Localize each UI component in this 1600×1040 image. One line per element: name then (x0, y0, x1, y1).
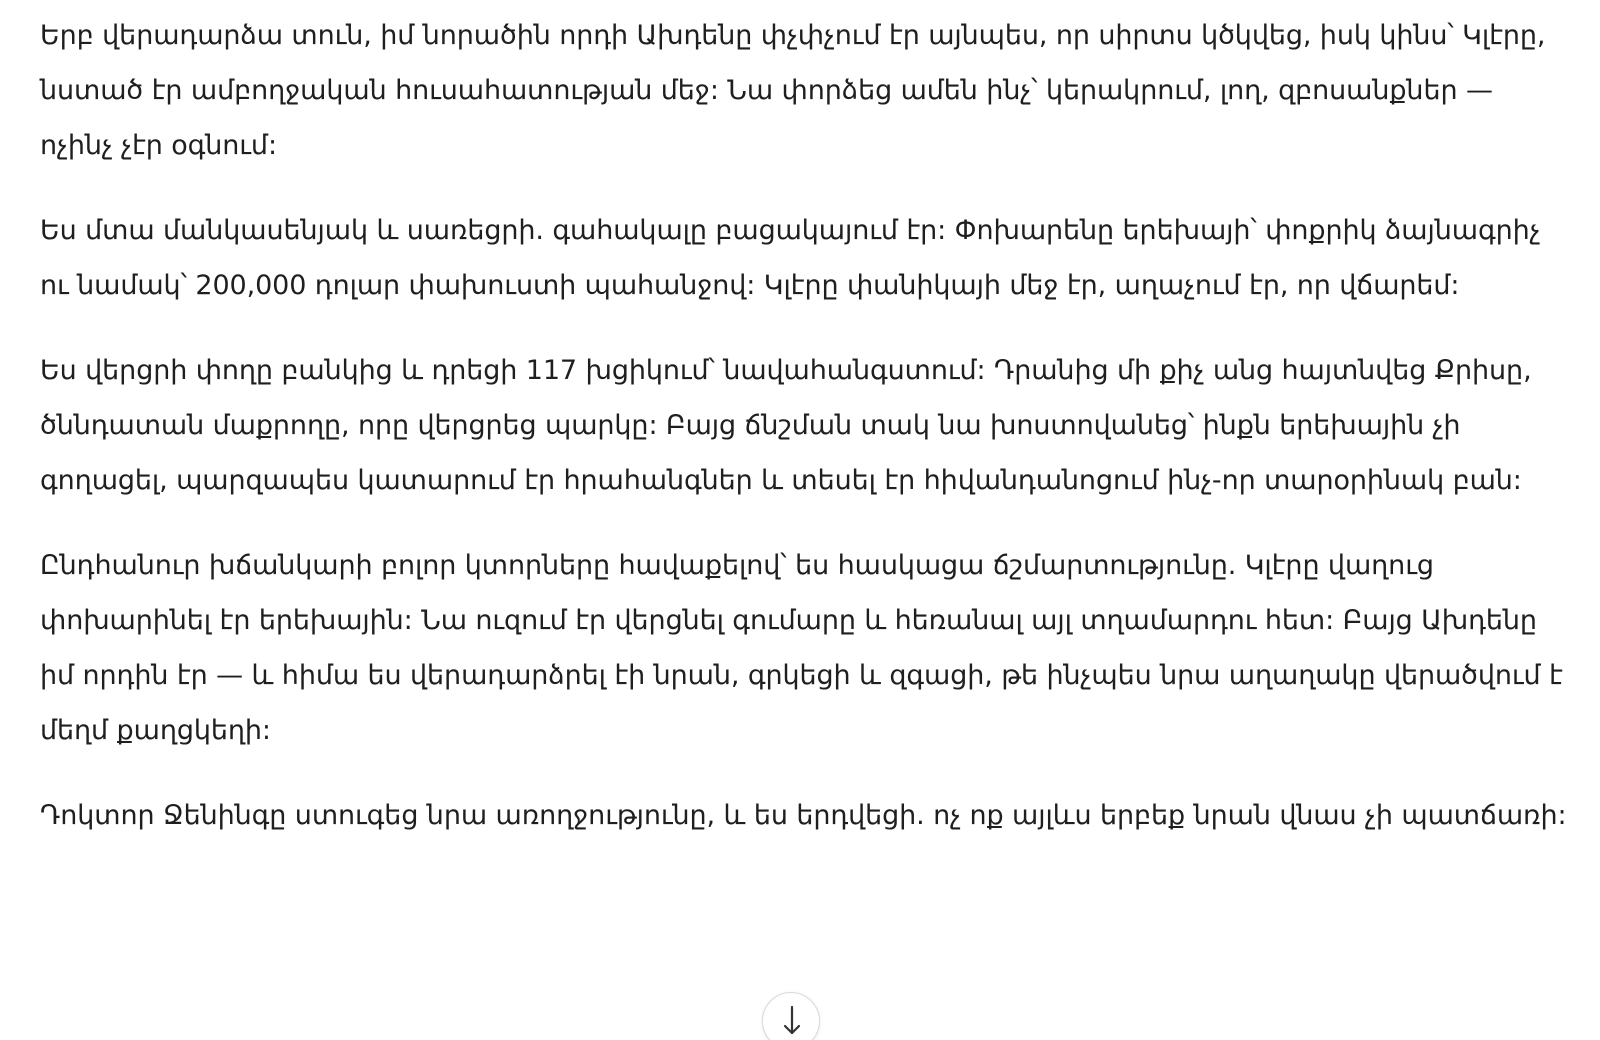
paragraph-3: Ես վերցրի փողը բանկից և դրեցի 117 խցիկում՝ նավահանգստում: Դրանից մի քիչ անց հայտնվեց Քրիսը, ծննդատան մաքրողը, որը վերցրեց պարկը: Բայց ճնշման տակ նա խոստովանեց՝ ինքն երեխային չի գողացել, պարզապես կատարում էր հրահանգներ և տեսել էր հիվանդանոցում ինչ-որ տարօրինակ բան: (40, 355, 1532, 496)
article-body (40, 8, 1570, 873)
paragraph-2: Ես մտա մանկասենյակ և սառեցրի. գահակալը բացակայում էր: Փոխարենը երեխայի՝ փոքրիկ ձայնագրիչ ու նամակ՝ 200,000 դոլար փախուստի պահանջով: Կլէրը փանիկայի մեջ էր, աղաչում էր, որ վճարեմ: (40, 215, 1541, 301)
paragraph-5: Դոկտոր Ջենինգը ստուգեց նրա առողջությունը, և ես երդվեցի. ոչ ոք այլևս երբեք նրան վնաս չի պատճառի: (40, 800, 1567, 831)
scroll-to-bottom-button[interactable] (762, 992, 820, 1040)
paragraph-4: Ընդհանուր խճանկարի բոլոր կտորները հավաքելով՝ ես հասկացա ճշմարտությունը. Կլէրը վաղուց փոխարինել էր երեխային: Նա ուզում էր վերցնել գումարը և հեռանալ այլ տղամարդու հետ: Բայց Ախդենը իմ որդին էր — և հիմա ես վերադարձրել էի նրան, գրկեցի և զգացի, թե ինչպես նրա աղաղակը վերածվում է մեղմ քաղցկեղի: (40, 550, 1563, 746)
paragraph-1: Երբ վերադարձա տուն, իմ նորածին որդի Ախդենը փչփչում էր այնպես, որ սիրտս կծկվեց, իսկ կինս՝ Կլէրը, նստած էր ամբողջական հուսահատության մեջ: Նա փորձեց ամեն ինչ՝ կերակրում, լող, զբոսանքներ — ոչինչ չէր օգնում: (40, 20, 1546, 161)
arrow-down-icon (782, 1005, 802, 1039)
